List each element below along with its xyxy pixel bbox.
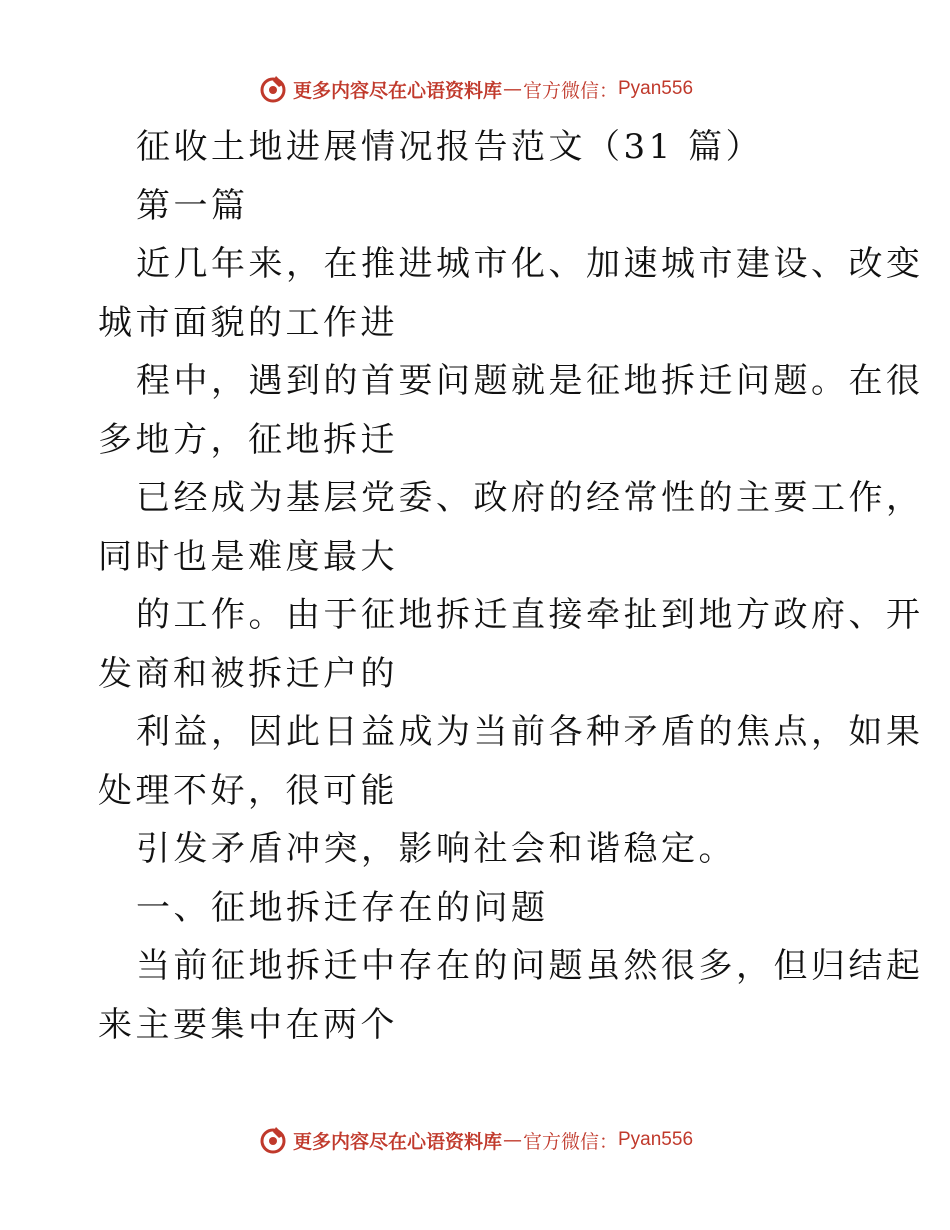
- document-title: 征收土地进展情况报告范文（31 篇）: [136, 127, 764, 167]
- paragraph-line: 已经成为基层党委、政府的经常性的主要工作，: [136, 478, 924, 518]
- paragraph-line: 近几年来，在推进城市化、加速城市建设、改变: [136, 244, 924, 284]
- subsection-heading: 一、征地拆迁存在的问题: [136, 887, 549, 928]
- paragraph-line: 引发矛盾冲突，影响社会和谐稳定。: [136, 829, 736, 869]
- watermark-site: 更多内容尽在心语资料库: [292, 79, 502, 102]
- header-watermark: [0, 72, 950, 106]
- paragraph-line: 来主要集中在两个: [98, 1004, 398, 1045]
- watermark-dash: —: [502, 1129, 522, 1151]
- watermark-id: Pyan556: [618, 78, 694, 99]
- paragraph-line: 发商和被拆迁户的: [98, 653, 398, 694]
- document-body: [98, 118, 924, 1054]
- paragraph-line: 城市面貌的工作进: [98, 302, 398, 343]
- paragraph-line: 当前征地拆迁中存在的问题虽然很多，但归结起: [136, 946, 924, 986]
- watermark-label: 官方微信：: [522, 1130, 618, 1153]
- paragraph-line: 利益，因此日益成为当前各种矛盾的焦点，如果: [136, 712, 924, 752]
- logo-icon: [257, 1124, 289, 1156]
- watermark-site: 更多内容尽在心语资料库: [292, 1130, 502, 1153]
- paragraph-line: 程中，遇到的首要问题就是征地拆迁问题。在很: [136, 361, 924, 401]
- watermark-label: 官方微信：: [522, 79, 618, 102]
- watermark-dash: —: [502, 78, 522, 100]
- section-heading: 第一篇: [136, 185, 249, 226]
- footer-watermark: [0, 1123, 950, 1157]
- logo-icon: [257, 73, 289, 105]
- paragraph-line: 同时也是难度最大: [98, 536, 398, 577]
- paragraph-line: 处理不好，很可能: [98, 770, 398, 811]
- paragraph-line: 多地方，征地拆迁: [98, 419, 398, 460]
- watermark-id: Pyan556: [618, 1129, 694, 1150]
- paragraph-line: 的工作。由于征地拆迁直接牵扯到地方政府、开: [136, 595, 924, 635]
